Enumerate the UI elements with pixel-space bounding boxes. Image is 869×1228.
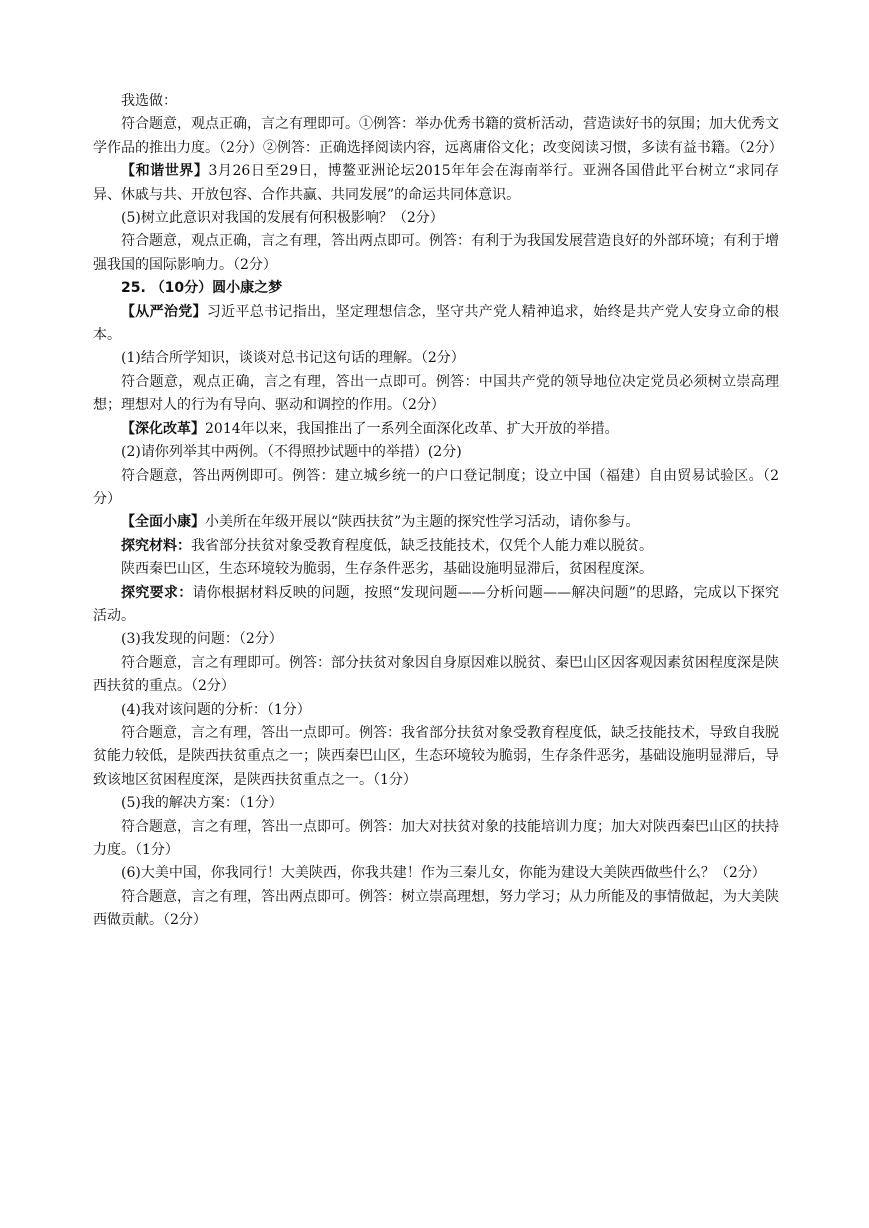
- question-text: (6)大美中国，你我同行！大美陕西，你我共建！作为三秦儿女，你能为建设大美陕西做些什么？（2分）: [121, 865, 766, 882]
- section-label: 【从严治党】: [121, 303, 207, 320]
- paragraph: 我选做：: [121, 93, 177, 109]
- question-text: (3)我发现的问题：（2分）: [121, 631, 283, 648]
- paragraph: 【全面小康】小美所在年级开展以“陕西扶贫”为主题的探究性学习活动，请你参与。: [121, 514, 640, 531]
- paragraph: 符合题意，观点正确，言之有理即可。①例答：举办优秀书籍的赏析活动，营造读好书的氛围；加大优秀文学作品的推出力度。（2分）②例答：正确选择阅读内容，远离庸俗文化；改变阅读习惯，多读有益书籍。（2分）: [93, 116, 783, 156]
- answer-document: [93, 90, 783, 933]
- answer-text: 符合题意，言之有理，答出一点即可。例答：我省部分扶贫对象受教育程度低，缺乏技能技术，导致自我脱贫能力较低，是陕西扶贫重点之一；陕西秦巴山区，生态环境较为脆弱，生存条件恶劣，基础设施明显滞后，导致该地区贫困程度深，是陕西扶贫重点之一。（1分）: [93, 724, 779, 788]
- question-text: (5)我的解决方案：（1分）: [121, 795, 283, 812]
- paragraph: 【深化改革】2014年以来，我国推出了一系列全面深化改革、扩大开放的举措。: [121, 420, 619, 437]
- section-label: 【深化改革】: [121, 420, 205, 437]
- answer-text: 符合题意，言之有理，答出两点即可。例答：树立崇高理想，努力学习；从力所能及的事情做起，为大美陕西做贡献。（2分）: [93, 888, 779, 929]
- question-text: (5)树立此意识对我国的发展有何积极影响？（2分）: [121, 210, 444, 227]
- material-label: 探究材料：: [121, 537, 191, 554]
- answer-text: 符合题意，言之有理即可。例答：部分扶贫对象因自身原因难以脱贫、秦巴山区因客观因素贫困程度深是陕西扶贫的重点。（2分）: [93, 654, 779, 695]
- question-heading: 25. （10分）圆小康之梦: [121, 280, 283, 297]
- answer-text: 符合题意，观点正确，言之有理，答出两点即可。例答：有利于为我国发展营造良好的外部环境；有利于增强我国的国际影响力。（2分）: [93, 233, 779, 273]
- section-label: 【全面小康】: [121, 514, 205, 531]
- paragraph: 探究材料：我省部分扶贫对象受教育程度低，缺乏技能技术，仅凭个人能力难以脱贫。: [121, 537, 653, 554]
- question-text: (4)我对该问题的分析：（1分）: [121, 701, 311, 718]
- answer-text: 符合题意，言之有理，答出一点即可。例答：加大对扶贫对象的技能培训力度；加大对陕西秦巴山区的扶持力度。（1分）: [93, 818, 779, 858]
- question-text: (2)请你列举其中两例。（不得照抄试题中的举措）(2分): [121, 444, 462, 461]
- paragraph: 探究要求：请你根据材料反映的问题，按照“发现问题——分析问题——解决问题”的思路，完成以下探究活动。: [93, 584, 780, 624]
- section-label: 【和谐世界】: [121, 163, 209, 180]
- question-text: (1)结合所学知识，谈谈对总书记这句话的理解。（2分）: [121, 350, 465, 367]
- answer-text: 符合题意，观点正确，言之有理，答出一点即可。例答：中国共产党的领导地位决定党员必须树立崇高理想；理想对人的行为有导向、驱动和调控的作用。（2分）: [93, 373, 779, 414]
- paragraph: 【和谐世界】3月26日至29日，博鳌亚洲论坛2015年年会在海南举行。亚洲各国借此平台树立“求同存异、休戚与共、开放包容、合作共赢、共同发展”的命运共同体意识。: [93, 163, 780, 203]
- answer-text: 符合题意，答出两例即可。例答：建立城乡统一的户口登记制度；设立中国（福建）自由贸易试验区。（2分）: [93, 467, 779, 507]
- paragraph: 陕西秦巴山区，生态环境较为脆弱，生存条件恶劣，基础设施明显滞后，贫困程度深。: [121, 561, 653, 578]
- paragraph: 【从严治党】习近平总书记指出，坚定理想信念，坚守共产党人精神追求，始终是共产党人安身立命的根本。: [93, 303, 780, 344]
- requirement-label: 探究要求：: [121, 584, 193, 601]
